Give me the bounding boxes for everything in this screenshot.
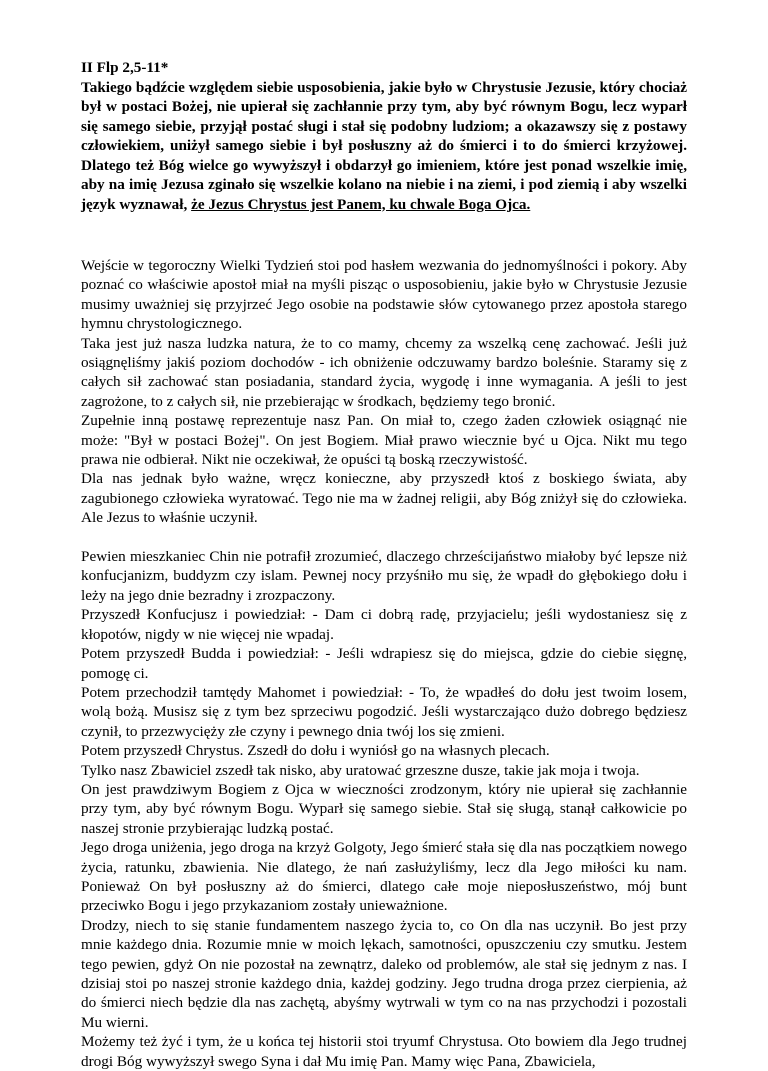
paragraph: Możemy też żyć i tym, że u końca tej historii stoi tryumf Chrystusa. Oto bowiem dla Jego trudnej drogi Bóg wywyższył swego Syna i dał Mu imię Pan. Mamy więc Pana, Zbawiciela, — [81, 1033, 687, 1070]
paragraph: Pewien mieszkaniec Chin nie potrafił zrozumieć, dlaczego chrześcijaństwo miałoby być lepsze niż konfucjanizm, buddyzm czy islam. Pewnej nocy przyśniło mu się, że wpadł do głębokiego dołu i leży na jego dnie bezradny i zrozpaczony. — [81, 548, 687, 604]
paragraph-block-story — [81, 547, 687, 1071]
document-page — [81, 58, 687, 1071]
paragraph: Zupełnie inną postawę reprezentuje nasz Pan. On miał to, czego żaden człowiek osiągnąć nie może: "Był w postaci Bożej". On jest Bogiem. Miał prawo wiecznie być u Ojca. Nikt mu tego prawa nie odbierał. Nikt nie oczekiwał, że opuści tą boską rzeczywistość. — [81, 412, 687, 469]
paragraph: On jest prawdziwym Bogiem z Ojca w wieczności zrodzonym, który nie upierał się zachłannie przy tym, aby być równym Bogu. Wyparł się samego siebie. Stał się sługą, stanął całkowicie po naszej stronie przybierając ludzką postać. — [81, 780, 687, 837]
paragraph: Dla nas jednak było ważne, wręcz konieczne, aby przyszedł ktoś z boskiego świata, aby zagubionego człowieka wyratować. Tego nie ma w żadnej religii, aby Bóg zniżył się do człowieka. Ale Jezus to właśnie uczynił. — [81, 470, 687, 527]
paragraph-block-intro — [81, 256, 687, 528]
paragraph: Jego droga uniżenia, jego droga na krzyż Golgoty, Jego śmierć stała się dla nas początkiem nowego życia, ratunku, zbawienia. Nie dlatego, że nań zasłużyliśmy, lecz dla Jego miłości ku nam. Ponieważ On był posłuszny aż do śmierci, dlatego całe moje nieposłuszeństwo, mój bunt przeciwko Bogu i jego przykazaniom zostały unieważnione. — [81, 839, 687, 915]
paragraph: Taka jest już nasza ludzka natura, że to co mamy, chcemy za wszelką cenę zachować. Jeśli już osiągnęliśmy jakiś poziom dochodów - ich obniżenie odczuwamy bardzo boleśnie. Staramy się z całych sił zachować stan posiadania, standard życia, wygodę i inne wymagania. A jeśli to jest zagrożone, to z całych sił, nie przebierając w środkach, będziemy tego bronić. — [81, 334, 687, 410]
scripture-reference: II Flp 2,5-11* — [81, 59, 169, 76]
paragraph: Wejście w tegoroczny Wielki Tydzień stoi pod hasłem wezwania do jednomyślności i pokory. Aby poznać co właściwie apostoł miał na myśli pisząc o usposobieniu, jakie było w Chrystusie Jezusie musimy uważniej się przyjrzeć Jego osobie na podstawie słów cytowanego przez apostoła starego hymnu chrystologicznego. — [81, 257, 687, 333]
scripture-header — [81, 58, 687, 214]
scripture-text: Takiego bądźcie względem siebie usposobienia, jakie było w Chrystusie Jezusie, który chociaż był w postaci Bożej, nie upierał się zachłannie przy tym, aby być równym Bogu, lecz wyparł się samego siebie, przyjął postać sługi i stał się podobny ludziom; a okazawszy się z postawy człowiekiem, uniżył samego siebie i był posłuszny aż do śmierci i to do śmierci krzyżowej. Dlatego też Bóg wielce go wywyższył i obdarzył go imieniem, które jest ponad wszelkie imię, aby na imię Jezusa zginało się wszelkie kolano na niebie i na ziemi, i pod ziemią i aby wszelki język wyznawał, — [81, 78, 687, 213]
paragraph: Potem przechodził tamtędy Mahomet i powiedział: - To, że wpadłeś do dołu jest twoim losem, wolą bożą. Musisz się z tym bez sprzeciwu pogodzić. Jeśli wystarczająco dużo dobrego będziesz czynił, to przezwycięży złe czyny i pewnego dnia twój los się zmieni. — [81, 683, 687, 740]
scripture-text-underlined: że Jezus Chrystus jest Panem, ku chwale Boga Ojca. — [191, 195, 531, 213]
paragraph: Potem przyszedł Chrystus. Zszedł do dołu i wyniósł go na własnych plecach. — [81, 742, 550, 760]
paragraph: Drodzy, niech to się stanie fundamentem naszego życia to, co On dla nas uczynił. Bo jest przy mnie każdego dnia. Rozumie mnie w moich lękach, samotności, opuszczeniu czy smutku. Jestem tego pewien, gdyż On nie pozostał na zewnątrz, daleko od problemów, ale stał się jednym z nas. I dzisiaj stoi po naszej stronie każdego dnia, każdej godziny. Jego trudna droga przez cierpienia, aż do śmierci niech będzie dla nas zachętą, abyśmy wytrwali w tym co na nas przychodzi i pozostali Mu wierni. — [81, 916, 687, 1031]
paragraph: Tylko nasz Zbawiciel zszedł tak nisko, aby uratować grzeszne dusze, takie jak moja i twoja. — [81, 761, 640, 779]
sermon-body — [81, 256, 687, 1071]
paragraph: Przyszedł Konfucjusz i powiedział: - Dam ci dobrą radę, przyjacielu; jeśli wydostaniesz się z kłopotów, nigdy w nie więcej nie wpadaj. — [81, 606, 687, 643]
paragraph: Potem przyszedł Budda i powiedział: - Jeśli wdrapiesz się do miejsca, gdzie do ciebie sięgnę, pomogę ci. — [81, 645, 687, 682]
